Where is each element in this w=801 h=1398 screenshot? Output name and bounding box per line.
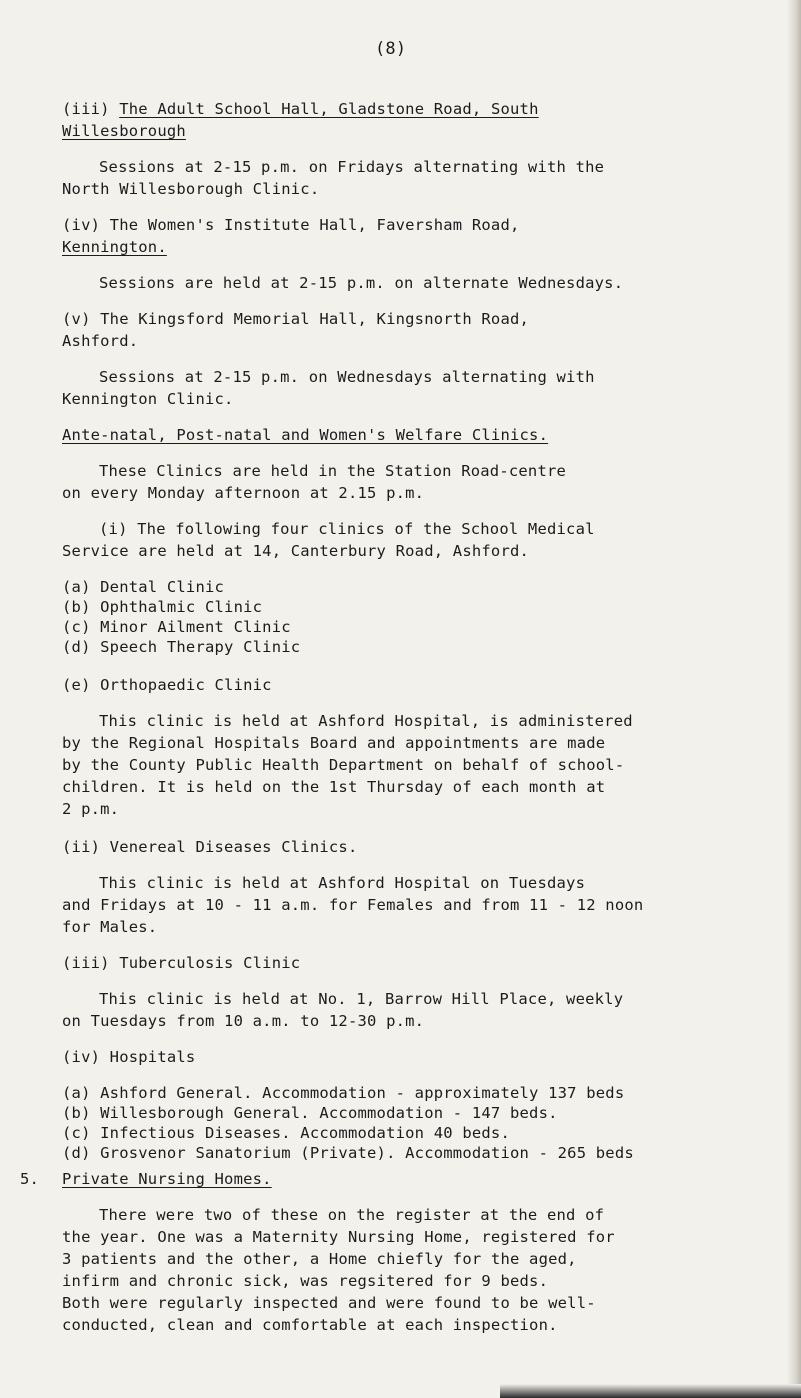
list-item: (a) Dental Clinic <box>62 578 225 596</box>
list-item: (c) Infectious Diseases. Accommodation 40 beds. <box>62 1124 510 1142</box>
paragraph-text: This clinic is held at No. 1, Barrow Hill Place, weekly <box>99 990 624 1008</box>
heading-kingsford-memorial-hall: (v) The Kingsford Memorial Hall, Kingsnorth Road, <box>62 310 530 328</box>
paragraph-text: for Males. <box>62 918 158 936</box>
list-item: (d) Grosvenor Sanatorium (Private). Accommodation - 265 beds <box>62 1144 634 1162</box>
paragraph-text: This clinic is held at Ashford Hospital on Tuesdays <box>99 874 586 892</box>
heading-tuberculosis-clinic: (iii) Tuberculosis Clinic <box>62 954 301 972</box>
paragraph-text: North Willesborough Clinic. <box>62 180 320 198</box>
paragraph-text: by the Regional Hospitals Board and appointments are made <box>62 734 606 752</box>
paragraph-text: Both were regularly inspected and were found to be well- <box>62 1294 596 1312</box>
page-edge-shadow <box>787 0 801 1398</box>
heading-venereal-diseases-clinics: (ii) Venereal Diseases Clinics. <box>62 838 358 856</box>
paragraph-text: Sessions are held at 2-15 p.m. on alternate Wednesdays. <box>99 274 624 292</box>
paragraph-text: These Clinics are held in the Station Road-centre <box>99 462 567 480</box>
paragraph-text: conducted, clean and comfortable at each inspection. <box>62 1316 558 1334</box>
paragraph-text: the year. One was a Maternity Nursing Home, registered for <box>62 1228 615 1246</box>
paragraph-text: There were two of these on the register at the end of <box>99 1206 605 1224</box>
heading-kingsford-memorial-hall-cont: Ashford. <box>62 332 139 350</box>
paragraph-text: Service are held at 14, Canterbury Road, Ashford. <box>62 542 530 560</box>
heading-private-nursing-homes: Private Nursing Homes. <box>62 1170 272 1188</box>
heading-adult-school-hall: (iii) The Adult School Hall, Gladstone Road, South <box>62 100 539 118</box>
paragraph-text: This clinic is held at Ashford Hospital, is administered <box>99 712 633 730</box>
paragraph-text: children. It is held on the 1st Thursday of each month at <box>62 778 606 796</box>
page-bottom-shadow <box>500 1384 801 1398</box>
paragraph-text: 3 patients and the other, a Home chiefly for the aged, <box>62 1250 577 1268</box>
heading-adult-school-hall-cont: Willesborough <box>62 122 186 140</box>
paragraph-text: on Tuesdays from 10 a.m. to 12-30 p.m. <box>62 1012 425 1030</box>
paragraph-text: on every Monday afternoon at 2.15 p.m. <box>62 484 425 502</box>
list-item: (b) Ophthalmic Clinic <box>62 598 263 616</box>
paragraph-text: Sessions at 2-15 p.m. on Fridays alternating with the <box>99 158 605 176</box>
heading-womens-institute-hall: (iv) The Women's Institute Hall, Faversham Road, <box>62 216 520 234</box>
section-number: 5. <box>20 1170 40 1188</box>
paragraph-text: and Fridays at 10 - 11 a.m. for Females and from 11 - 12 noon <box>62 896 644 914</box>
heading-adult-school-hall-title: The Adult School Hall, Gladstone Road, South <box>119 100 539 118</box>
paragraph-text: Sessions at 2-15 p.m. on Wednesdays alternating with <box>99 368 595 386</box>
list-item: (c) Minor Ailment Clinic <box>62 618 291 636</box>
list-item: (a) Ashford General. Accommodation - approximately 137 beds <box>62 1084 625 1102</box>
paragraph-text: Kennington Clinic. <box>62 390 234 408</box>
list-item: (b) Willesborough General. Accommodation - 147 beds. <box>62 1104 558 1122</box>
heading-orthopaedic-clinic: (e) Orthopaedic Clinic <box>62 676 272 694</box>
paragraph-text: (i) The following four clinics of the School Medical <box>99 520 595 538</box>
heading-hospitals: (iv) Hospitals <box>62 1048 196 1066</box>
list-item: (d) Speech Therapy Clinic <box>62 638 301 656</box>
paragraph-text: 2 p.m. <box>62 800 120 818</box>
paragraph-text: by the County Public Health Department on behalf of school- <box>62 756 625 774</box>
heading-ante-natal-clinics: Ante-natal, Post-natal and Women's Welfare Clinics. <box>62 426 549 444</box>
paragraph-text: infirm and chronic sick, was regsitered for 9 beds. <box>62 1272 549 1290</box>
page-number: (8) <box>375 39 407 59</box>
heading-womens-institute-hall-cont: Kennington. <box>62 238 167 256</box>
